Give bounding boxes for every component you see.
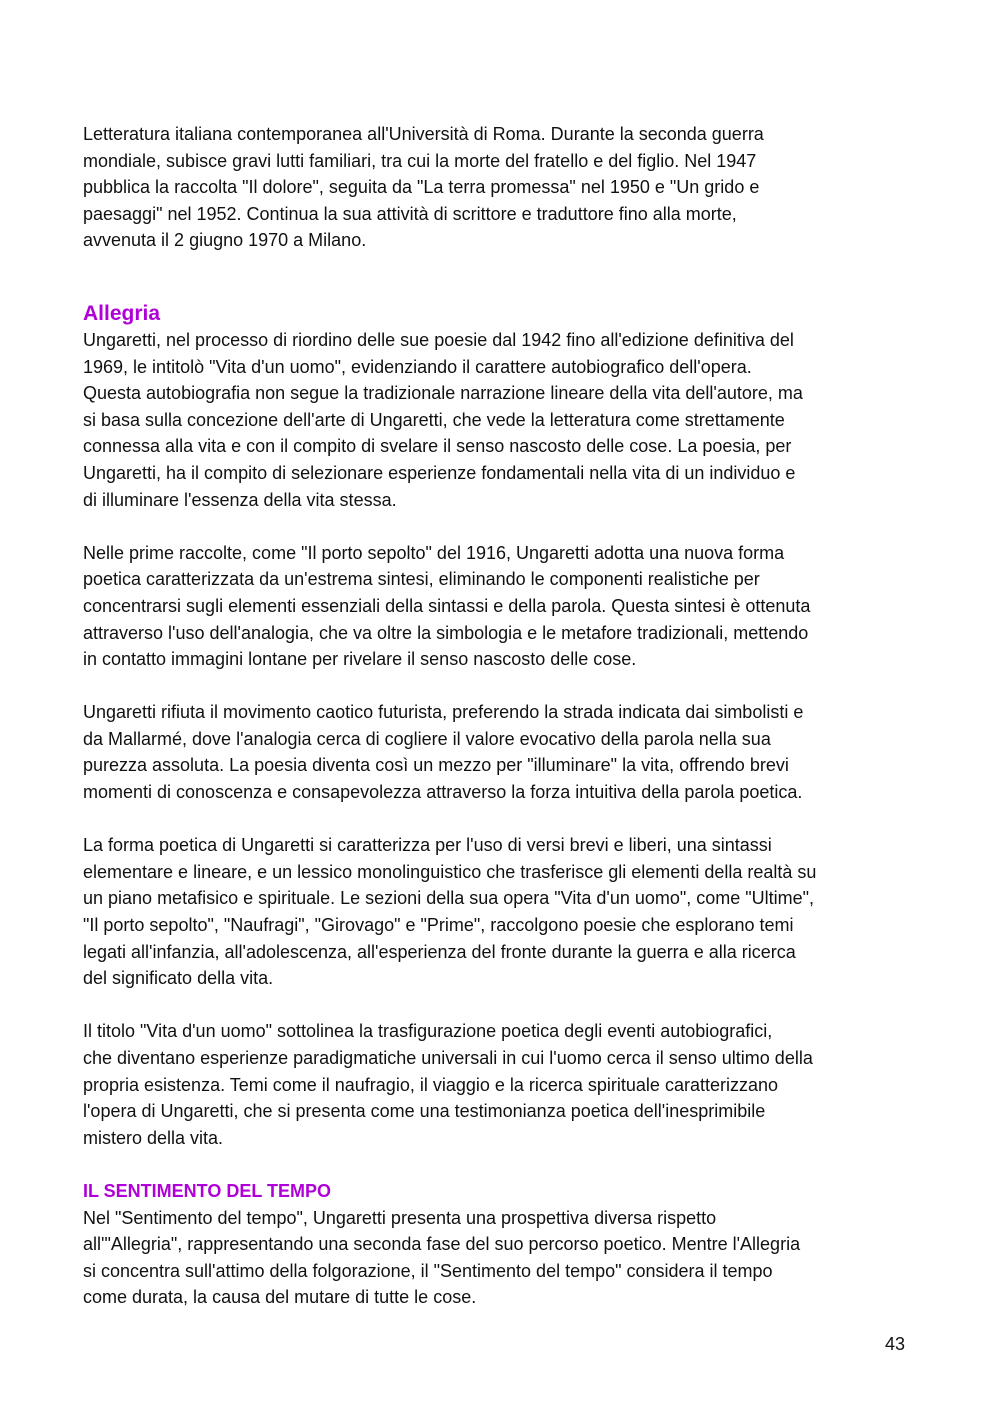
spacer <box>83 1151 909 1178</box>
spacer <box>83 513 909 540</box>
allegria-paragraph-3: Ungaretti rifiuta il movimento caotico futurista, preferendo la strada indicata dai simbolisti e da Mallarmé, dove l'analogia cerca di cogliere il valore evocativo della parola nella sua purezza assoluta. La poesia diventa così un mezzo per "illuminare" la vita, offrendo brevi momenti di conoscenza e consapevolezza attraverso la forza intuitiva della parola poetica. <box>83 702 804 803</box>
spacer <box>83 673 909 700</box>
allegria-paragraph-1: Ungaretti, nel processo di riordino delle sue poesie dal 1942 fino all'edizione definitiva del 1969, le intitolò "Vita d'un uomo", evidenziando il carattere autobiografico dell'opera. Questa autobiografia non segue la tradizionale narrazione lineare della vita dell'autore, ma si basa sulla concezione dell'arte di Ungaretti, che vede la letteratura come strettamente connessa alla vita e con il compito di svelare il senso nascosto delle cose. La poesia, per Ungaretti, ha il compito di selezionare esperienze fondamentali nella vita di un individuo e di illuminare l'essenza della vita stessa. <box>83 329 803 510</box>
allegria-paragraph-2: Nelle prime raccolte, come "Il porto sepolto" del 1916, Ungaretti adotta una nuova forma poetica caratterizzata da un'estrema sintesi, eliminando le componenti realistiche per concentrarsi sugli elementi essenziali della sintassi e della parola. Questa sintesi è ottenuta attraverso l'uso dell'analogia, che va oltre la simbologia e le metafore tradizionali, mettendo in contatto immagini lontane per rivelare il senso nascosto delle cose. <box>83 542 811 670</box>
sentimento-paragraph: Nel "Sentimento del tempo", Ungaretti presenta una prospettiva diversa rispetto all'"Allegria", rappresentando una seconda fase del suo percorso poetico. Mentre l'Allegria si concentra sull'attimo della folgorazione, il "Sentimento del tempo" considera il tempo come durata, la causa del mutare di tutte le cose. <box>83 1207 801 1308</box>
spacer <box>83 806 909 833</box>
spacer <box>83 992 909 1019</box>
section-heading-sentimento: IL SENTIMENTO DEL TEMPO <box>83 1180 332 1201</box>
spacer <box>83 254 909 301</box>
page-number: 43 <box>884 1334 905 1354</box>
document-page <box>83 121 909 1311</box>
section-heading-allegria: Allegria <box>83 301 161 325</box>
intro-paragraph: Letteratura italiana contemporanea all'Università di Roma. Durante la seconda guerra mondiale, subisce gravi lutti familiari, tra cui la morte del fratello e del figlio. Nel 1947 pubblica la raccolta "Il dolore", seguita da "La terra promessa" nel 1950 e "Un grido e paesaggi" nel 1952. Continua la sua attività di scrittore e traduttore fino alla morte, avvenuta il 2 giugno 1970 a Milano. <box>83 124 764 251</box>
allegria-paragraph-5: Il titolo "Vita d'un uomo" sottolinea la trasfigurazione poetica degli eventi autobiografici, che diventano esperienze paradigmatiche universali in cui l'uomo cerca il senso ultimo della propria esistenza. Temi come il naufragio, il viaggio e la ricerca spirituale caratterizzano l'opera di Ungaretti, che si presenta come una testimonianza poetica dell'inesprimibile mistero della vita. <box>83 1021 813 1148</box>
allegria-paragraph-4: La forma poetica di Ungaretti si caratterizza per l'uso di versi brevi e liberi, una sintassi elementare e lineare, e un lessico monolinguistico che trasferisce gli elementi della realtà su un piano metafisico e spirituale. Le sezioni della sua opera "Vita d'un uomo", come "Ultime", "Il porto sepolto", "Naufragi", "Girovago" e "Prime", raccolgono poesie che esplorano temi legati all'infanzia, all'adolescenza, all'esperienza del fronte durante la guerra e alla ricerca del significato della vita. <box>83 835 817 989</box>
